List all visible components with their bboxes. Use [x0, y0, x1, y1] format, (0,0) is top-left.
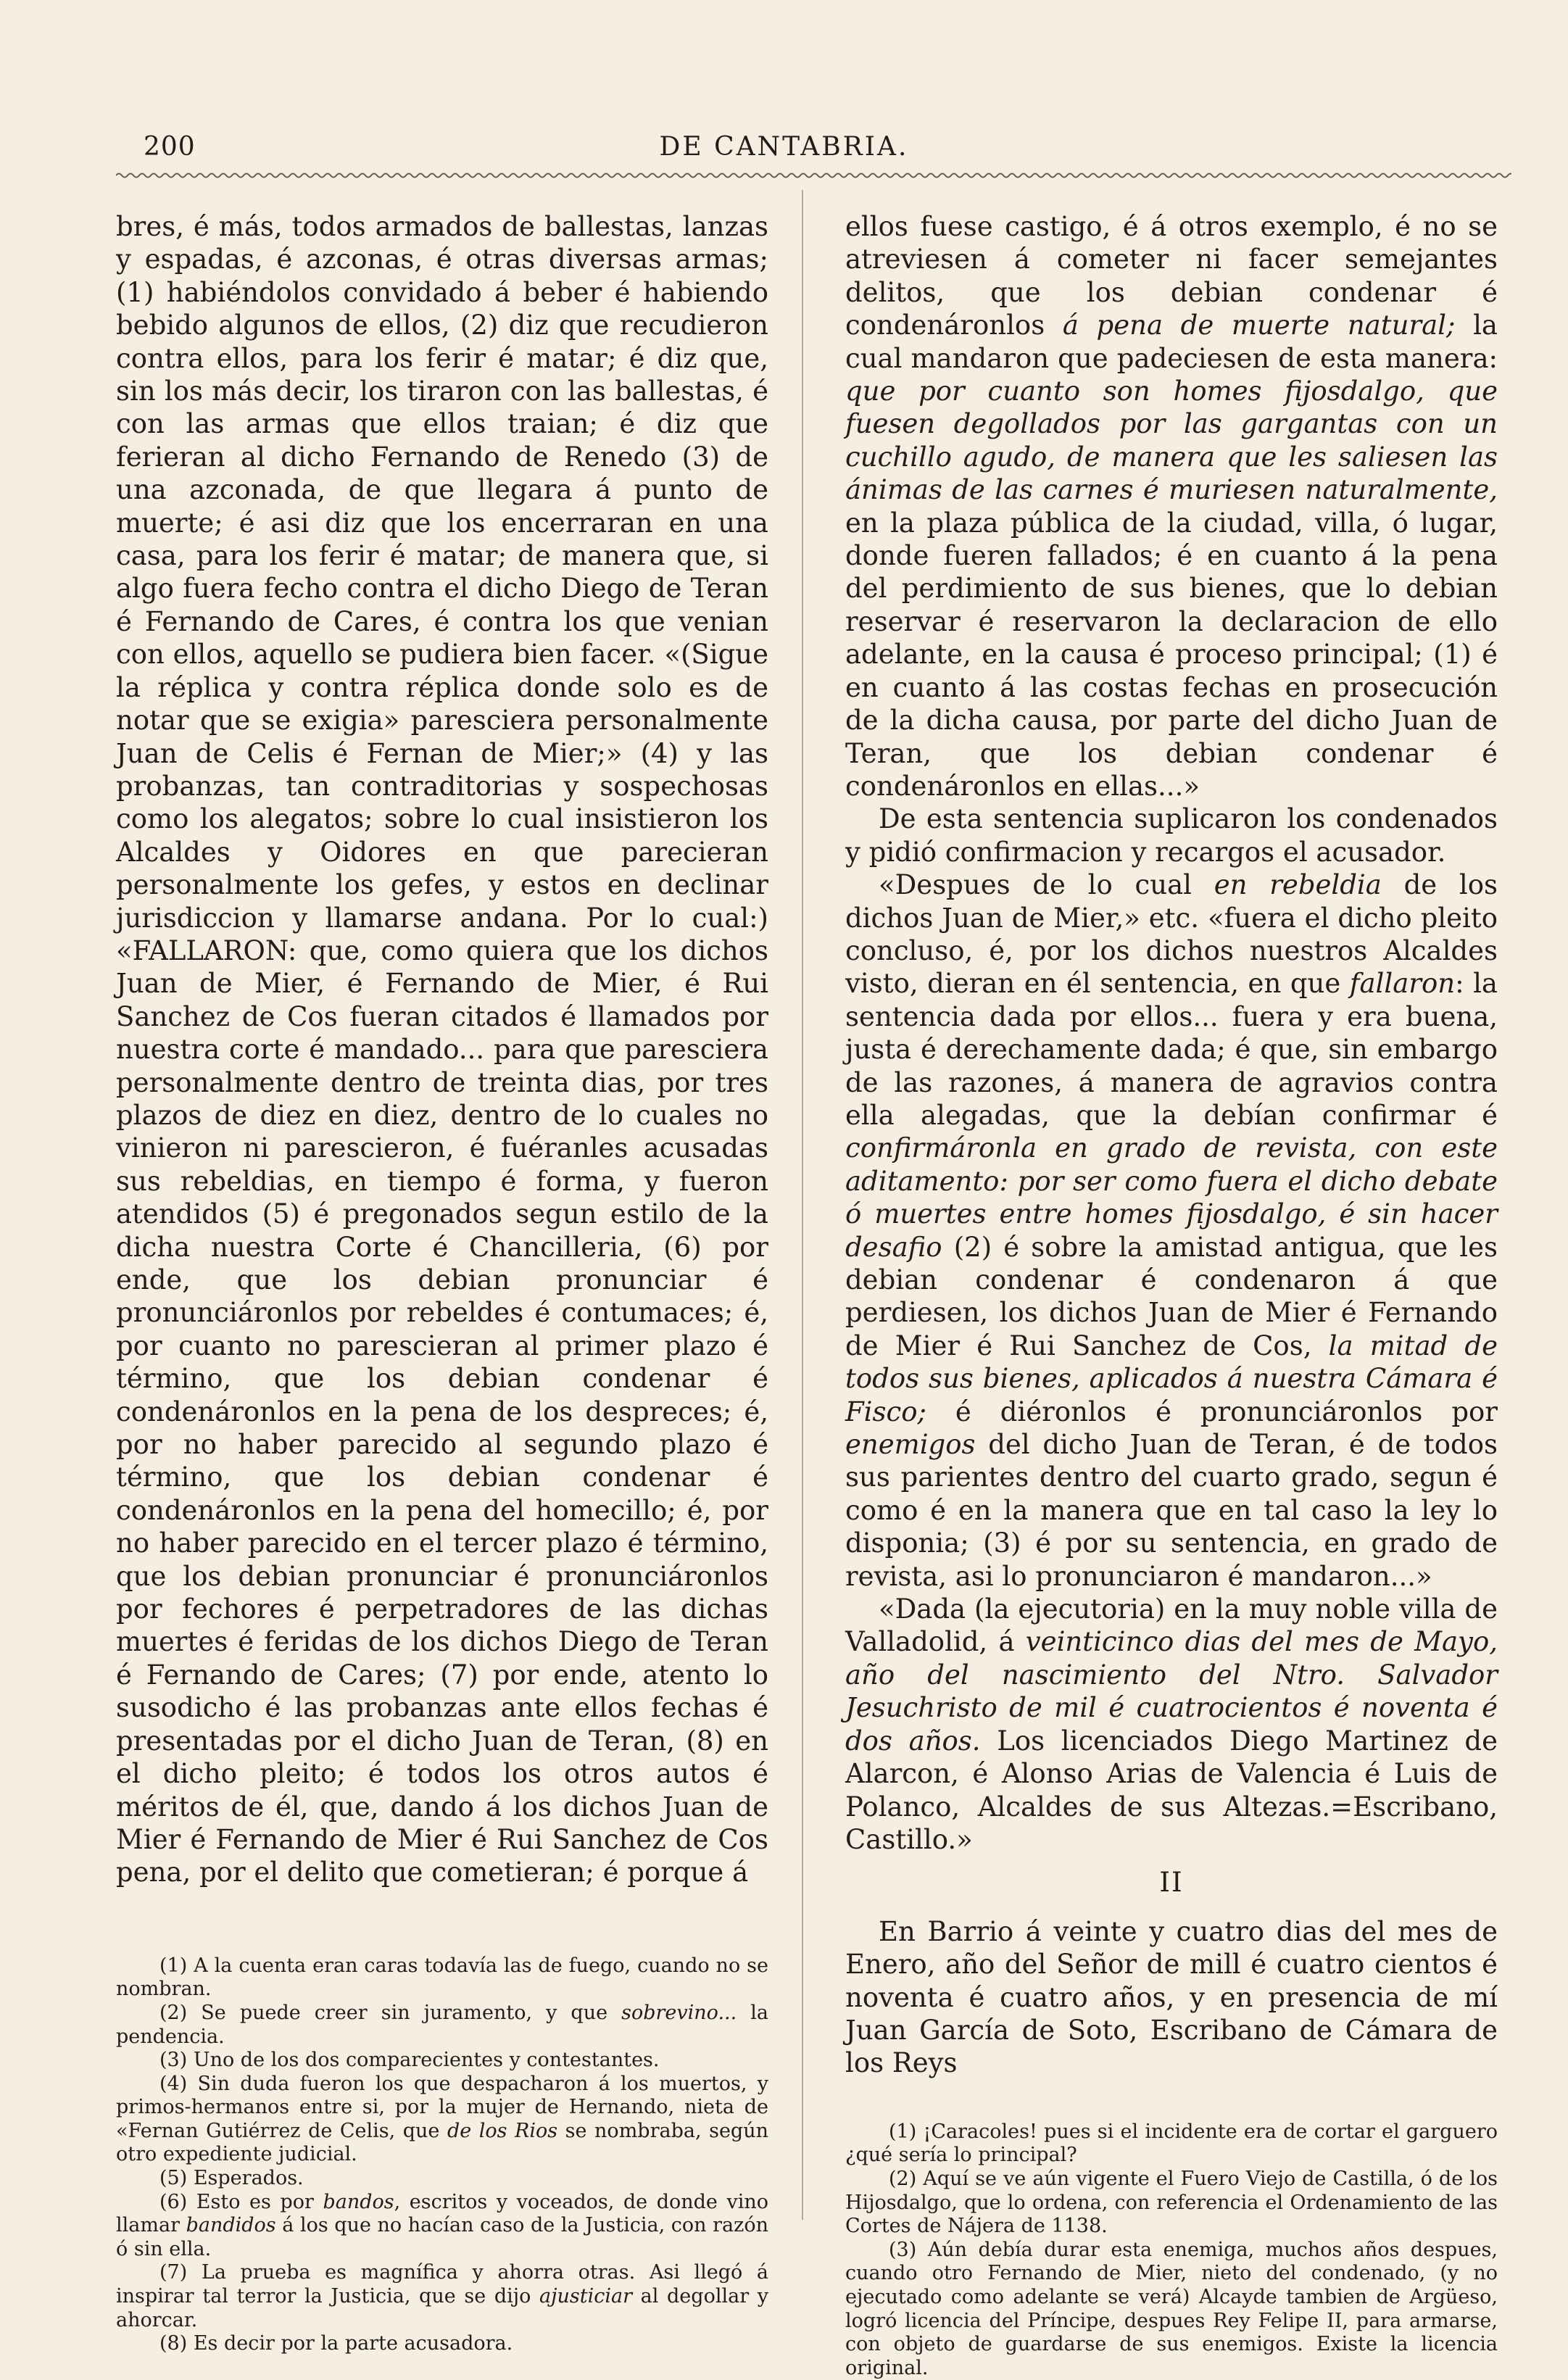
- running-title: DE CANTABRIA.: [659, 132, 909, 162]
- footnote-right-2: (2) Aquí se ve aún vigente el Fuero Viejo de Castilla, ó de los Hijosdalgo, que lo ordena, con referencia el Ordenamiento de las Cortes de Nájera de 1138.: [845, 2167, 1498, 2238]
- right-paragraph-2: De esta sentencia suplicaron los condenados y pidió confirmacion y recargos el acusador.: [845, 803, 1498, 868]
- right-paragraph-5: En Barrio á veinte y cuatro dias del mes de Enero, año del Señor de mill é cuatro cientos é noventa é cuatro años, y en presencia de mí Juan García de Soto, Escribano de Cámara de los Reys: [845, 1915, 1498, 2079]
- left-footnotes: [116, 1954, 768, 2356]
- header-wavy-rule: [116, 171, 1511, 180]
- left-body-text: [116, 210, 768, 1889]
- section-number: II: [1159, 1867, 1184, 1899]
- left-paragraph: bres, é más, todos armados de ballestas, lanzas y espadas, é azconas, é otras diversas armas; (1) habiéndolos convidado á beber é habiendo bebido algunos de ellos, (2) diz que recudieron contra ellos, para los ferir é matar; é diz que, sin los más decir, los tiraron con las ballestas, é con las armas que ellos traian; é diz que ferieran al dicho Fernando de Renedo (3) de una azconada, de que llegara á punto de muerte; é asi diz que los encerraran en una casa, para los ferir é matar; de manera que, si algo fuera fecho contra el dicho Diego de Teran é Fernando de Cares, é contra los que venian con ellos, aquello se pudiera bien facer. «(Sigue la réplica y contra réplica donde solo es de notar que se exigia» paresciera personalmente Juan de Celis é Fernan de Mier;» (4) y las probanzas, tan contraditorias y sospechosas como los alegatos; sobre lo cual insistieron los Alcaldes y Oidores en que parecieran personalmente los gefes, y estos en declinar jurisdiccion y llamarse andana. Por lo cual:) «FALLARON: que, como quiera que los dichos Juan de Mier, é Fernando de Mier, é Rui Sanchez de Cos fueran citados é llamados por nuestra corte é mandado... para que paresciera personalmente dentro de treinta dias, por tres plazos de diez en diez, dentro de lo cuales no vinieron ni parescieron, é fuéranles acusadas sus rebeldias, en tiempo é forma, y fueron atendidos (5) é pregonados segun estilo de la dicha nuestra Corte é Chancilleria, (6) por ende, que los debian pronunciar é pronunciáronlos por rebeldes é contumaces; é, por cuanto no parescieran al primer plazo é término, que los debian condenar é condenáronlos en la pena de los despreces; é, por no haber parecido al segundo plazo é término, que los debian condenar é condenáronlos en la pena del homecillo; é, por no haber parecido en el tercer plazo é término, que los debian pronunciar é pronunciáronlos por fechores é perpetradores de las dichas muertes é feridas de los dichos Diego de Teran é Fernando de Cares; (7) por ende, atento lo susodicho é las probanzas ante ellos fechas é presentadas por el dicho Juan de Teran, (8) en el dicho pleito; é todos los otros autos é méritos de él, que, dando á los dichos Juan de Mier é Fernando de Mier é Rui Sanchez de Cos pena, por el delito que cometieran; é porque á: [116, 211, 768, 1888]
- footnote-left-2: (2) Se puede creer sin juramento, y que sobrevino... la pendencia.: [116, 2001, 768, 2048]
- right-body-text: [845, 210, 1498, 2080]
- left-column: [116, 210, 768, 2356]
- footnote-left-1: (1) A la cuenta eran caras todavía las de fuego, cuando no se nombran.: [116, 1954, 768, 2001]
- footnote-left-7: (7) La prueba es magnífica y ahorra otras. Asi llegó á inspirar tal terror la Justicia, que se dijo ajusticiar al degollar y ahorcar.: [116, 2261, 769, 2331]
- right-column: [845, 210, 1498, 2380]
- footnote-left-8: (8) Es decir por la parte acusadora.: [159, 2332, 513, 2355]
- footnote-left-3: (3) Uno de los dos comparecientes y contestantes.: [159, 2049, 660, 2072]
- footnote-left-6: (6) Esto es por bandos, escritos y voceados, de donde vino llamar bandidos á los que no hacían caso de la Justicia, con razón ó sin ella.: [116, 2190, 769, 2260]
- footnote-right-1: (1) ¡Caracoles! pues si el incidente era de cortar el garguero ¿qué sería lo principal?: [845, 2120, 1498, 2167]
- right-paragraph-4: «Dada (la ejecutoria) en la muy noble villa de Valladolid, á veinticinco dias del mes de Mayo, año del nascimiento del Ntro. Salvador Jesuchristo de mil é cuatrocientos é noventa é dos años. Los licenciados Diego Martinez de Alarcon, é Alonso Arias de Valencia é Luis de Polanco, Alcaldes de sus Altezas.=Escribano, Castillo.»: [845, 1593, 1498, 1855]
- column-divider: [802, 190, 803, 2220]
- right-footnotes: [845, 2120, 1498, 2380]
- right-paragraph-1: ellos fuese castigo, é á otros exemplo, é no se atreviesen á cometer ni facer semejantes delitos, que los debian condenar é condenáronlos á pena de muerte natural; la cual mandaron que padeciesen de esta manera: que por cuanto son homes fijosdalgo, que fuesen degollados por las gargantas con un cuchillo agudo, de manera que les saliesen las ánimas de las carnes é muriesen naturalmente, en la plaza pública de la ciudad, villa, ó lugar, donde fueren fallados; é en cuanto á la pena del perdimiento de sus bienes, que lo debian reservar é reservaron la declaracion de ello adelante, en la causa é proceso principal; (1) é en cuanto á las costas fechas en prosecución de la dicha causa, por parte del dicho Juan de Teran, que los debian condenar é condenáronlos en ellas...»: [845, 211, 1498, 802]
- right-paragraph-3: «Despues de lo cual en rebeldia de los dichos Juan de Mier,» etc. «fuera el dicho pleito concluso, é, por los dichos nuestros Alcaldes visto, dieran en él sentencia, en que fallaron: la sentencia dada por ellos... fuera y era buena, justa é derechamente dada; é que, sin embargo de las razones, á manera de agravios contra ella alegadas, que la debían confirmar é confirmáronla en grado de revista, con este aditamento: por ser como fuera el dicho debate ó muertes entre homes fijosdalgo, é sin hacer desafio (2) é sobre la amistad antigua, que les debian condenar é condenaron á que perdiesen, los dichos Juan de Mier é Fernando de Mier é Rui Sanchez de Cos, la mitad de todos sus bienes, aplicados á nuestra Cámara é Fisco; é diéronlos é pronunciáronlos por enemigos del dicho Juan de Teran, é de todos sus parientes dentro del cuarto grado, segun é como é en la manera que en tal caso la ley lo disponia; (3) é por su sentencia, en grado de revista, asi lo pronunciaron é mandaron...»: [845, 869, 1498, 1592]
- footnote-left-4: (4) Sin duda fueron los que despacharon á los muertos, y primos-hermanos entre si, por la mujer de Hernando, nieta de «Fernan Gutiérrez de Celis, que de los Rios se nombraba, según otro expediente judicial.: [116, 2072, 768, 2166]
- page-number: 200: [144, 132, 196, 162]
- footnote-right-3: (3) Aún debía durar esta enemiga, muchos años despues, cuando otro Fernando de Mier, nieto del condenado, (y no ejecutado como adelante se verá) Alcayde tambien de Argüeso, logró licencia del Príncipe, despues Rey Felipe II, para armarse, con objeto de guardarse de sus enemigos. Existe la licencia original.: [845, 2238, 1498, 2379]
- footnote-left-5: (5) Esperados.: [159, 2167, 304, 2190]
